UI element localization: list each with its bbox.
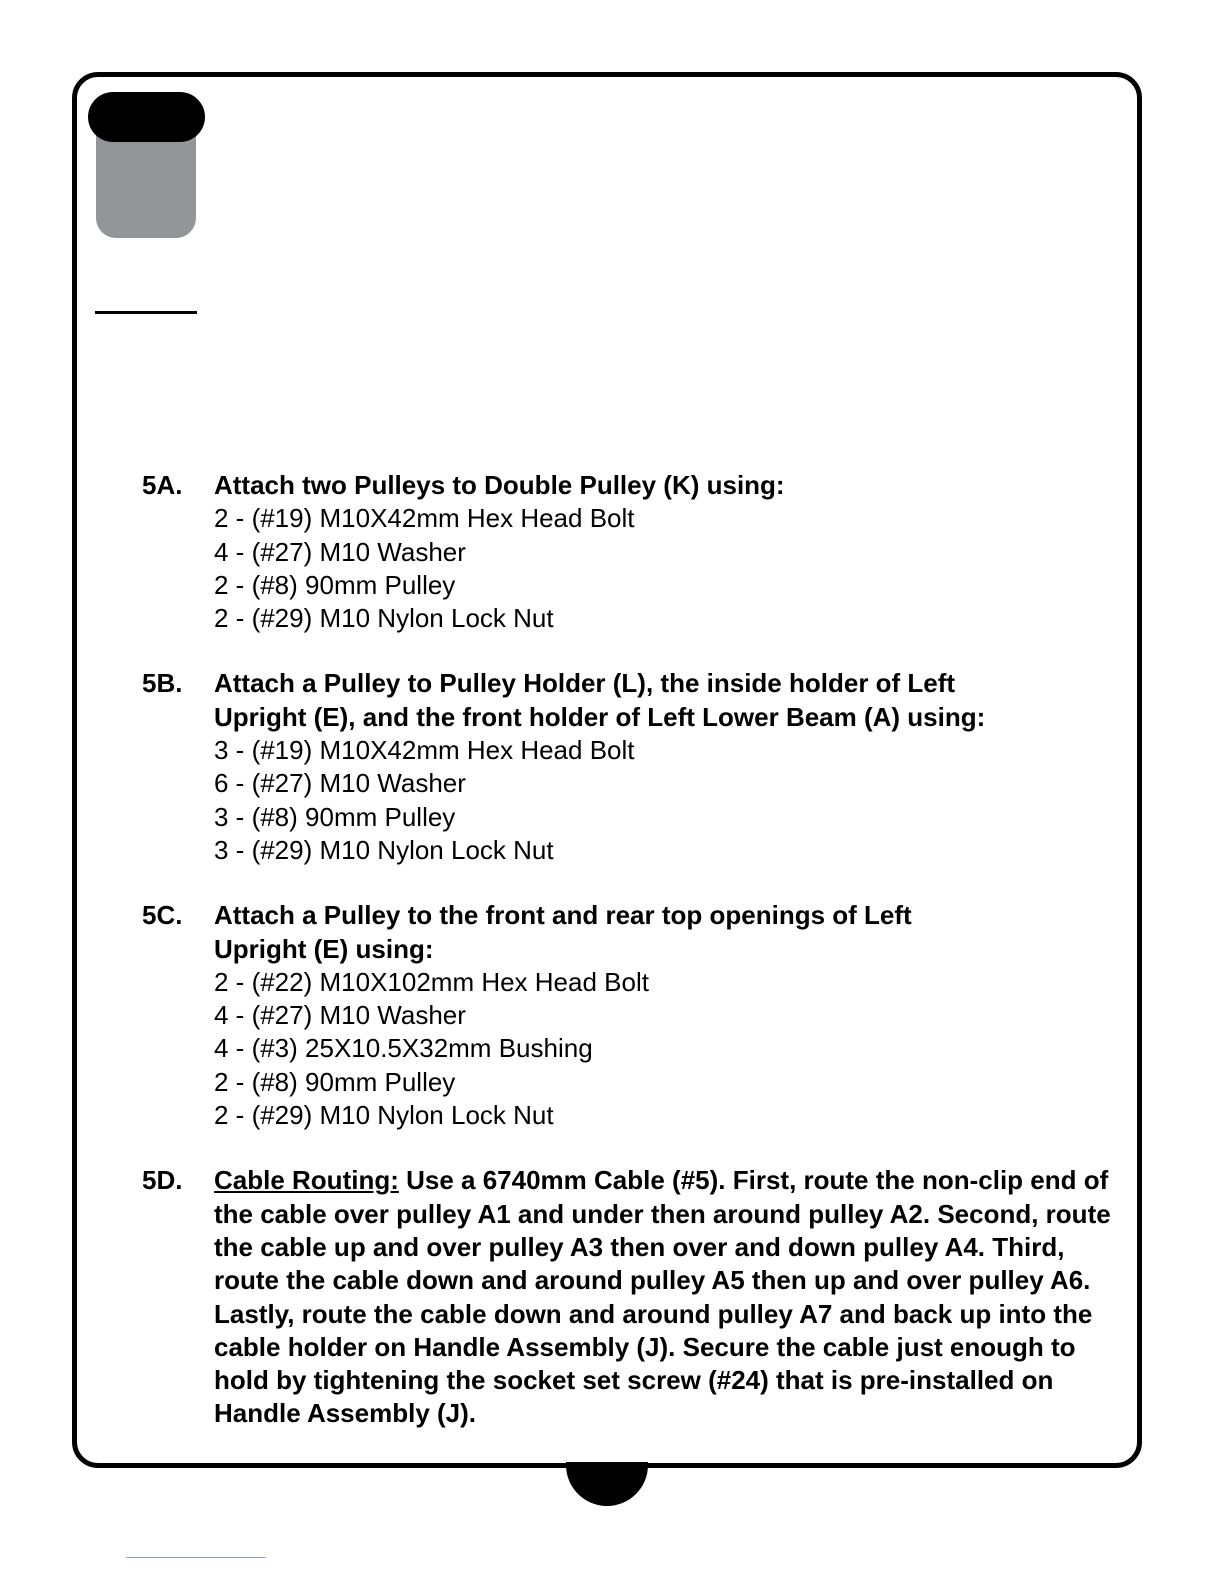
step-label: 5C. bbox=[142, 900, 183, 931]
part-item: 3 - (#8) 90mm Pulley bbox=[214, 801, 456, 832]
step-divider-rule bbox=[95, 311, 197, 314]
part-item: 3 - (#29) M10 Nylon Lock Nut bbox=[214, 834, 554, 865]
part-item: 2 - (#8) 90mm Pulley bbox=[214, 569, 456, 600]
footer-rule bbox=[126, 1557, 266, 1558]
step-5c bbox=[142, 899, 1122, 1132]
part-item: 4 - (#27) M10 Washer bbox=[214, 536, 466, 567]
cable-routing-lead: Cable Routing: bbox=[214, 1165, 399, 1196]
part-item: 2 - (#29) M10 Nylon Lock Nut bbox=[214, 1100, 554, 1131]
step-heading: Attach two Pulleys to Double Pulley (K) using: bbox=[214, 470, 785, 500]
cable-routing-text bbox=[214, 1164, 1114, 1430]
part-item: 6 - (#27) M10 Washer bbox=[214, 768, 466, 799]
step-5a bbox=[142, 469, 1122, 635]
step-heading: Attach a Pulley to the front and rear top openings of Left Upright (E) using: bbox=[214, 900, 912, 964]
step-label: 5B. bbox=[142, 668, 183, 699]
part-item: 2 - (#19) M10X42mm Hex Head Bolt bbox=[214, 503, 635, 534]
parts-list bbox=[214, 734, 1122, 867]
part-item: 3 - (#19) M10X42mm Hex Head Bolt bbox=[214, 735, 635, 766]
step-heading: Attach a Pulley to Pulley Holder (L), the inside holder of Left Upright (E), and the front holder of Left Lower Beam (A) using: bbox=[214, 668, 986, 732]
step-label: 5A. bbox=[142, 470, 183, 500]
step-5d bbox=[142, 1164, 1122, 1430]
parts-list bbox=[214, 966, 1122, 1132]
step-5b bbox=[142, 667, 1122, 867]
page-number-tab bbox=[566, 1462, 648, 1506]
step-number-tab-cap bbox=[88, 92, 205, 142]
cable-routing-body: Use a 6740mm Cable (#5). First, route the non-clip end of the cable over pulley A1 and under then around pulley A2. Second, route the cable up and over pulley A3 then over and down pulley A4. Third, route the cable down and around pulley A5 then up and over pulley A6. Lastly, route the cable down and around pulley A7 and back up into the cable holder on Handle Assembly (J). Secure the cable just enough to hold by tightening the socket set screw (#24) that is pre-installed on Handle Assembly (J). bbox=[214, 1165, 1111, 1429]
parts-list bbox=[214, 502, 1122, 635]
part-item: 2 - (#8) 90mm Pulley bbox=[214, 1066, 456, 1097]
part-item: 4 - (#3) 25X10.5X32mm Bushing bbox=[214, 1033, 593, 1064]
part-item: 4 - (#27) M10 Washer bbox=[214, 1000, 466, 1031]
part-item: 2 - (#22) M10X102mm Hex Head Bolt bbox=[214, 966, 649, 997]
instruction-steps bbox=[142, 469, 1122, 1431]
part-item: 2 - (#29) M10 Nylon Lock Nut bbox=[214, 603, 554, 634]
step-label: 5D. bbox=[142, 1165, 183, 1196]
